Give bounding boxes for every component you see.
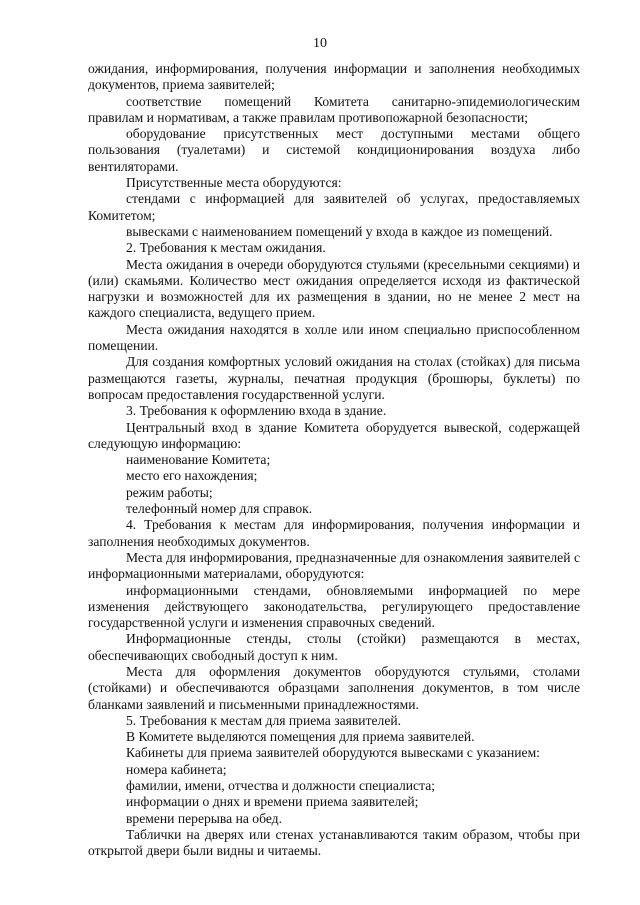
list-item: номера кабинета; [126,761,227,777]
paragraph: стендами с информацией для заявителей об услугах, предоставляемых Комитетом; [88,191,580,223]
section-heading: 5. Требования к местам для приема заявителей. [126,712,402,728]
paragraph: Информационные стенды, столы (стойки) размещаются в местах, обеспечивающих свободный доступ к ним. [88,631,580,663]
paragraph: соответствие помещений Комитета санитарно-эпидемиологическим правилам и нормативам, а также правилам противопожарной безопасности; [88,93,580,125]
list-item: режим работы; [126,484,213,500]
paragraph: Таблички на дверях или стенах устанавливаются таким образом, чтобы при открытой двери были видны и читаемы. [88,826,580,859]
paragraph: вывесками с наименованием помещений у входа в каждое из помещений. [126,223,553,239]
list-item: телефонный номер для справок. [126,501,313,517]
paragraph: Центральный вход в здание Комитета оборудуется вывеской, содержащей следующую информацию: [88,419,580,451]
paragraph: информационными стендами, обновляемыми информацией по мере изменения действующего законодательства, регулирующего предоставление государственной услуги и изменения справочных сведений. [88,582,580,631]
list-item: времени перерыва на обед. [126,810,282,826]
paragraph: Для создания комфортных условий ожидания на столах (стойках) для письма размещаются газеты, журналы, печатная продукция (брошюры, буклеты) по вопросам предоставления государственной услуги. [88,354,580,402]
list-item: наименование Комитета; [126,452,271,468]
paragraph: Места для оформления документов оборудуются стульями, столами (стойками) и обеспечиваются образцами заполнения документов, в том числе бланками заявлений и письменными принадлежностями. [88,663,580,712]
paragraph: Присутственные места оборудуются: [126,175,342,191]
paragraph: Места для информирования, предназначенные для ознакомления заявителей с информационными материалами, оборудуются: [88,549,580,582]
list-item: информации о днях и времени приема заявителей; [126,794,419,810]
paragraph: Места ожидания в очереди оборудуются стульями (кресельными секциями) и (или) скамьями. Количество мест ожидания определяется исходя из фактической нагрузки и возможностей для их размещения в здании, но не менее 2 мест на каждого специалиста, ведущего прием. [88,256,580,321]
document-body [88,61,580,860]
list-item: фамилии, имени, отчества и должности специалиста; [126,778,436,794]
section-heading: 4. Требования к местам для информирования, получения информации и заполнения необходимых документов. [88,517,580,549]
paragraph: ожидания, информирования, получения информации и заполнения необходимых документов, приема заявителей; [88,61,580,93]
paragraph: Кабинеты для приема заявителей оборудуются вывесками с указанием: [126,745,540,761]
list-item: место его нахождения; [126,468,258,484]
paragraph: В Комитете выделяются помещения для приема заявителей. [126,729,475,745]
section-heading: 3. Требования к оформлению входа в здание. [126,403,387,419]
section-heading: 2. Требования к местам ожидания. [126,240,326,256]
page-number: 10 [313,36,327,51]
paragraph: оборудование присутственных мест доступными местами общего пользования (туалетами) и системой кондиционирования воздуха либо вентиляторами. [88,126,580,174]
paragraph: Места ожидания находятся в холле или ином специально приспособленном помещении. [88,321,580,354]
